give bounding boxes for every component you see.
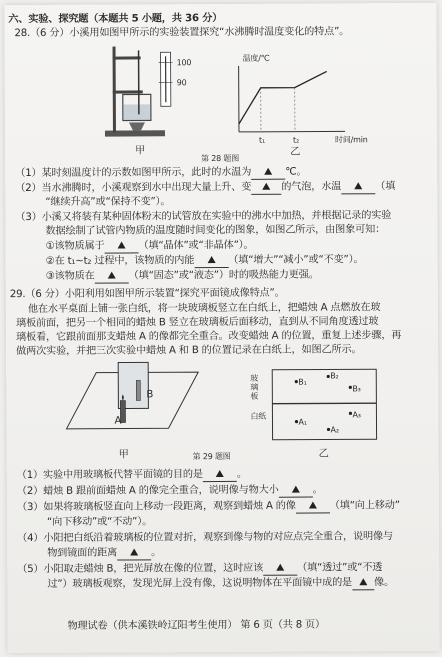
q29-caption-left: 甲 (118, 449, 129, 461)
q28-item-3-c: ③该物质在 （填“固态”或“液态”）时的吸热能力更强。 (45, 269, 319, 282)
q29-caption-right: 乙 (318, 448, 329, 460)
q29-point-A1: A₁ (298, 417, 307, 427)
blank-marker-icon (292, 486, 300, 493)
q29-item-1: （1）实验中用玻璃板代替平面镜的目的是 。 (16, 468, 247, 482)
q29-item-4-cont: 物到镜面的距离 。 (47, 547, 162, 559)
q29-mirror-setup-figure (62, 366, 202, 439)
q29-position-record-figure (272, 369, 376, 440)
blank-marker-icon (207, 256, 215, 263)
q29-point-B1: B₁ (298, 377, 307, 387)
blank-marker-icon (108, 272, 116, 279)
q29-label-A: A (114, 415, 122, 427)
blank-marker-icon (309, 502, 317, 509)
q29-item-5: （5）小阳取走蜡烛 B，把光屏放在像的位置，这时应该 （填“透过”或“不透 (17, 562, 383, 576)
q29-item-5-cont: 过”）玻璃板观察，发现光屏上没有像，这说明物体在平面镜中成的是 像。 (47, 577, 395, 590)
q28-item-1: （1）某时刻温度计的示数如图甲所示，此时的水温为 ℃。 (15, 166, 307, 180)
q29-stem: 29.（6 分）小阳利用如图甲所示装置“探究平面镜成像特点”。 (9, 287, 285, 301)
q29-glass-label: 玻璃板 (250, 373, 259, 401)
section-header: 六、实验、探究题（本题共 5 小题，共 36 分） (8, 12, 223, 26)
q29-para-3: 璃板看，它跟前面那支蜡烛 A 的像都完全重合。改变蜡烛 A 的位置，重复上述步骤，再 (16, 330, 402, 344)
q28-item-3: （3）小溪又将装有某种固体粉末的试管放在实验中的沸水中加热，并根据记录的实验 (15, 210, 392, 224)
exam-page (4, 3, 439, 653)
graph-ylabel: 温度/℃ (242, 53, 270, 63)
blank-marker-icon (264, 168, 272, 175)
thermo-tick-100: 100 (176, 58, 192, 68)
graph-xlabel: 时间/min (334, 135, 368, 145)
graph-t2: t₂ (292, 135, 299, 145)
graph-t1: t₁ (258, 135, 265, 145)
q29-para-1: 他在水平桌面上铺一张白纸，将一块玻璃板竖立在白纸上，把蜡烛 A 点燃放在玻 (27, 302, 381, 316)
q29-point-B2: B₂ (330, 371, 339, 381)
q29-item-3-cont: “向下移动”或“不动”）。 (46, 516, 153, 528)
q29-paper-label: 白纸 (250, 411, 267, 421)
blank-marker-icon (130, 548, 138, 555)
q28-item-2-cont: “继续升高”或“保持不变”）。 (45, 196, 171, 208)
q29-label-B: B (146, 389, 154, 401)
blank-marker-icon (117, 242, 125, 249)
q29-figure-caption: 第 29 题图 (192, 451, 231, 462)
q28-figure-caption: 第 28 题图 (201, 153, 240, 164)
q29-para-2: 璃板前面，把另一个相同的蜡烛 B 竖立在玻璃板后面移动，直到从不同角度透过玻 (15, 316, 379, 330)
page-footer: 物理试卷（供本溪铁岭辽阳考生使用） 第 6 页（共 8 页） (67, 619, 326, 632)
q29-point-A3: A₃ (352, 410, 361, 420)
q28-item-2: （2）当水沸腾时，小溪观察到水中出现大量上升、变 的气泡，水温 （填 (15, 181, 396, 195)
q28-stem: 28.（6 分）小溪用如图甲所示的实验装置探究“水沸腾时温度变化的特点”。 (14, 26, 350, 40)
blank-marker-icon (216, 470, 224, 477)
q28-caption-left: 甲 (135, 145, 146, 157)
q29-para-4: 做两次实验，并把三次实验中蜡烛 A 和 B 的位置记录在白纸上，如图乙所示。 (16, 344, 362, 358)
blank-marker-icon (262, 183, 270, 190)
q29-point-A2: A₂ (330, 425, 339, 435)
q28-item-3-cont: 数据绘制了试管内物质的温度随时间变化的图象，如图乙所示，由图象可知： (45, 224, 386, 237)
q28-item-3-b: ②在 t₁~t₂ 过程中，该物质的内能 （填“增大”“减小”或“不变”）。 (45, 254, 364, 267)
q28-item-3-a: ①该物质属于 （填“晶体”或“非晶体”）。 (45, 239, 254, 252)
q29-item-4: （4）小阳把白纸沿着玻璃板的位置对折，观察到像与物的对应点完全重合，说明像与 (17, 531, 393, 545)
thermo-tick-90: 90 (176, 78, 187, 88)
blank-marker-icon (354, 182, 362, 189)
blank-marker-icon (276, 564, 284, 571)
q29-item-3: （3）如果将玻璃板竖直向上移动一段距离，观察到蜡烛 A 的像 （填“向上移动” (16, 500, 400, 514)
q29-item-2: （2）蜡烛 B 跟前面蜡烛 A 的像完全重合，说明像与物大小 。 (16, 484, 323, 498)
q28-temperature-graph (235, 61, 355, 140)
blank-marker-icon (359, 578, 367, 585)
q29-point-B3: B₃ (352, 384, 361, 394)
q28-caption-right: 乙 (290, 146, 301, 158)
